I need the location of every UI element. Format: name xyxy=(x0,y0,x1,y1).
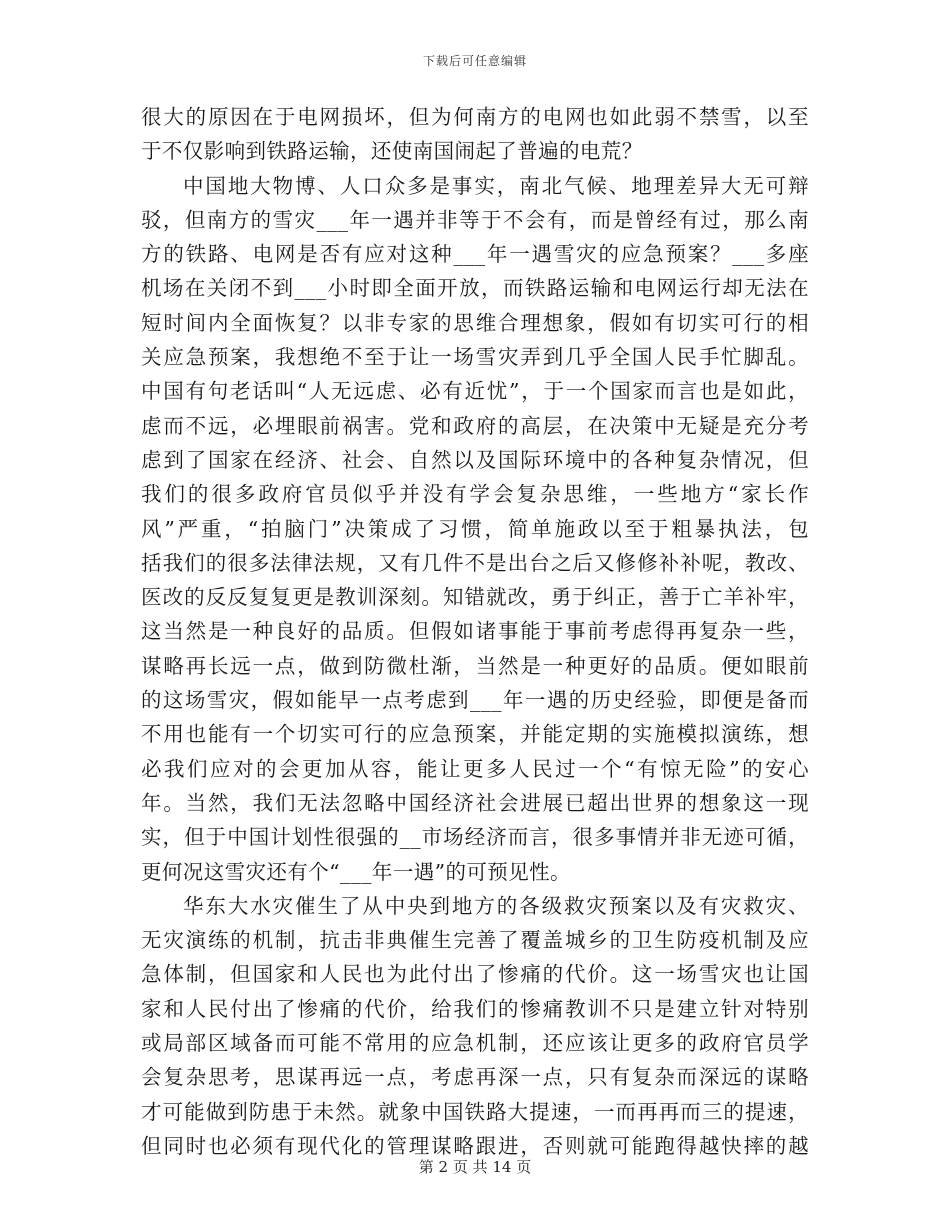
text-line: 机场在关闭不到___小时即全面开放，而铁路运输和电网运行却无法在 xyxy=(141,276,809,301)
document-body xyxy=(141,100,809,1163)
text-line: 家和人民付出了惨痛的代价，给我们的惨痛教训不只是建立针对特别 xyxy=(141,996,809,1021)
text-line: 不用也能有一个切实可行的应急预案，并能定期的实施模拟演练，想 xyxy=(141,722,809,747)
text-line: 谋略再长远一点，做到防微杜渐，当然是一种更好的品质。便如眼前 xyxy=(141,653,809,678)
text-line: 会复杂思考，思谋再远一点，考虑再深一点，只有复杂而深远的谋略 xyxy=(141,1065,809,1090)
text-line: 虑到了国家在经济、社会、自然以及国际环境中的各种复杂情况，但 xyxy=(141,447,809,472)
header-note: 下载后可任意编辑 xyxy=(422,54,527,68)
text-line: 年。当然，我们无法忽略中国经济社会进展已超出世界的想象这一现 xyxy=(141,790,809,815)
text-line: 这当然是一种良好的品质。但假如诸事能于事前考虑得再复杂一些， xyxy=(141,619,809,644)
paragraph-start-line: 中国地大物博、人口众多是事实，南北气候、地理差异大无可辩 xyxy=(183,173,809,198)
text-line: 括我们的很多法律法规，又有几件不是出台之后又修修补补呢，教改、 xyxy=(141,550,809,575)
text-line: 更何况这雪灾还有个“___年一遇”的可预见性。 xyxy=(141,859,571,884)
text-line: 很大的原因在于电网损坏，但为何南方的电网也如此弱不禁雪，以至 xyxy=(141,105,809,129)
text-line: 关应急预案，我想绝不至于让一场雪灾弄到几乎全国人民手忙脚乱。 xyxy=(141,345,809,370)
text-line: 急体制，但国家和人民也为此付出了惨痛的代价。这一场雪灾也让国 xyxy=(141,962,809,987)
text-line: 医改的反反复复更是教训深刻。知错就改，勇于纠正，善于亡羊补牢， xyxy=(141,585,809,610)
text-line: 的这场雪灾，假如能早一点考虑到___年一遇的历史经验，即便是备而 xyxy=(141,688,809,713)
text-line: 才可能做到防患于未然。就象中国铁路大提速，一而再再而三的提速， xyxy=(141,1099,809,1124)
text-line: 驳，但南方的雪灾___年一遇并非等于不会有，而是曾经有过，那么南 xyxy=(141,207,809,232)
text-line: 或局部区域备而可能不常用的应急机制，还应该让更多的政府官员学 xyxy=(141,1031,809,1056)
page-number: 第 2 页 共 14 页 xyxy=(418,1158,532,1176)
text-line: 我们的很多政府官员似乎并没有学会复杂思维，一些地方“家长作 xyxy=(141,482,809,507)
text-line: 中国有句老话叫“人无远虑、必有近忧”，于一个国家而言也是如此， xyxy=(141,379,809,404)
text-line: 短时间内全面恢复？以非专家的思维合理想象，假如有切实可行的相 xyxy=(141,310,809,335)
text-line: 实，但于中国计划性很强的__市场经济而言，很多事情并非无迹可循， xyxy=(141,825,809,850)
text-line: 无灾演练的机制，抗击非典催生完善了覆盖城乡的卫生防疫机制及应 xyxy=(141,928,809,953)
text-line: 于不仅影响到铁路运输，还使南国闹起了普遍的电荒？ xyxy=(141,139,643,164)
text-line: 虑而不远，必埋眼前祸害。党和政府的高层，在决策中无疑是充分考 xyxy=(141,413,809,438)
text-line: 必我们应对的会更加从容，能让更多人民过一个“有惊无险”的安心 xyxy=(141,756,809,781)
text-line: 但同时也必须有现代化的管理谋略跟进，否则就可能跑得越快摔的越 xyxy=(141,1133,809,1158)
text-line: 风”严重，“拍脑门”决策成了习惯，简单施政以至于粗暴执法，包 xyxy=(141,516,809,541)
text-line: 方的铁路、电网是否有应对这种___年一遇雪灾的应急预案？___多座 xyxy=(141,242,809,267)
paragraph-start-line: 华东大水灾催生了从中央到地方的各级救灾预案以及有灾救灾、 xyxy=(183,893,809,918)
